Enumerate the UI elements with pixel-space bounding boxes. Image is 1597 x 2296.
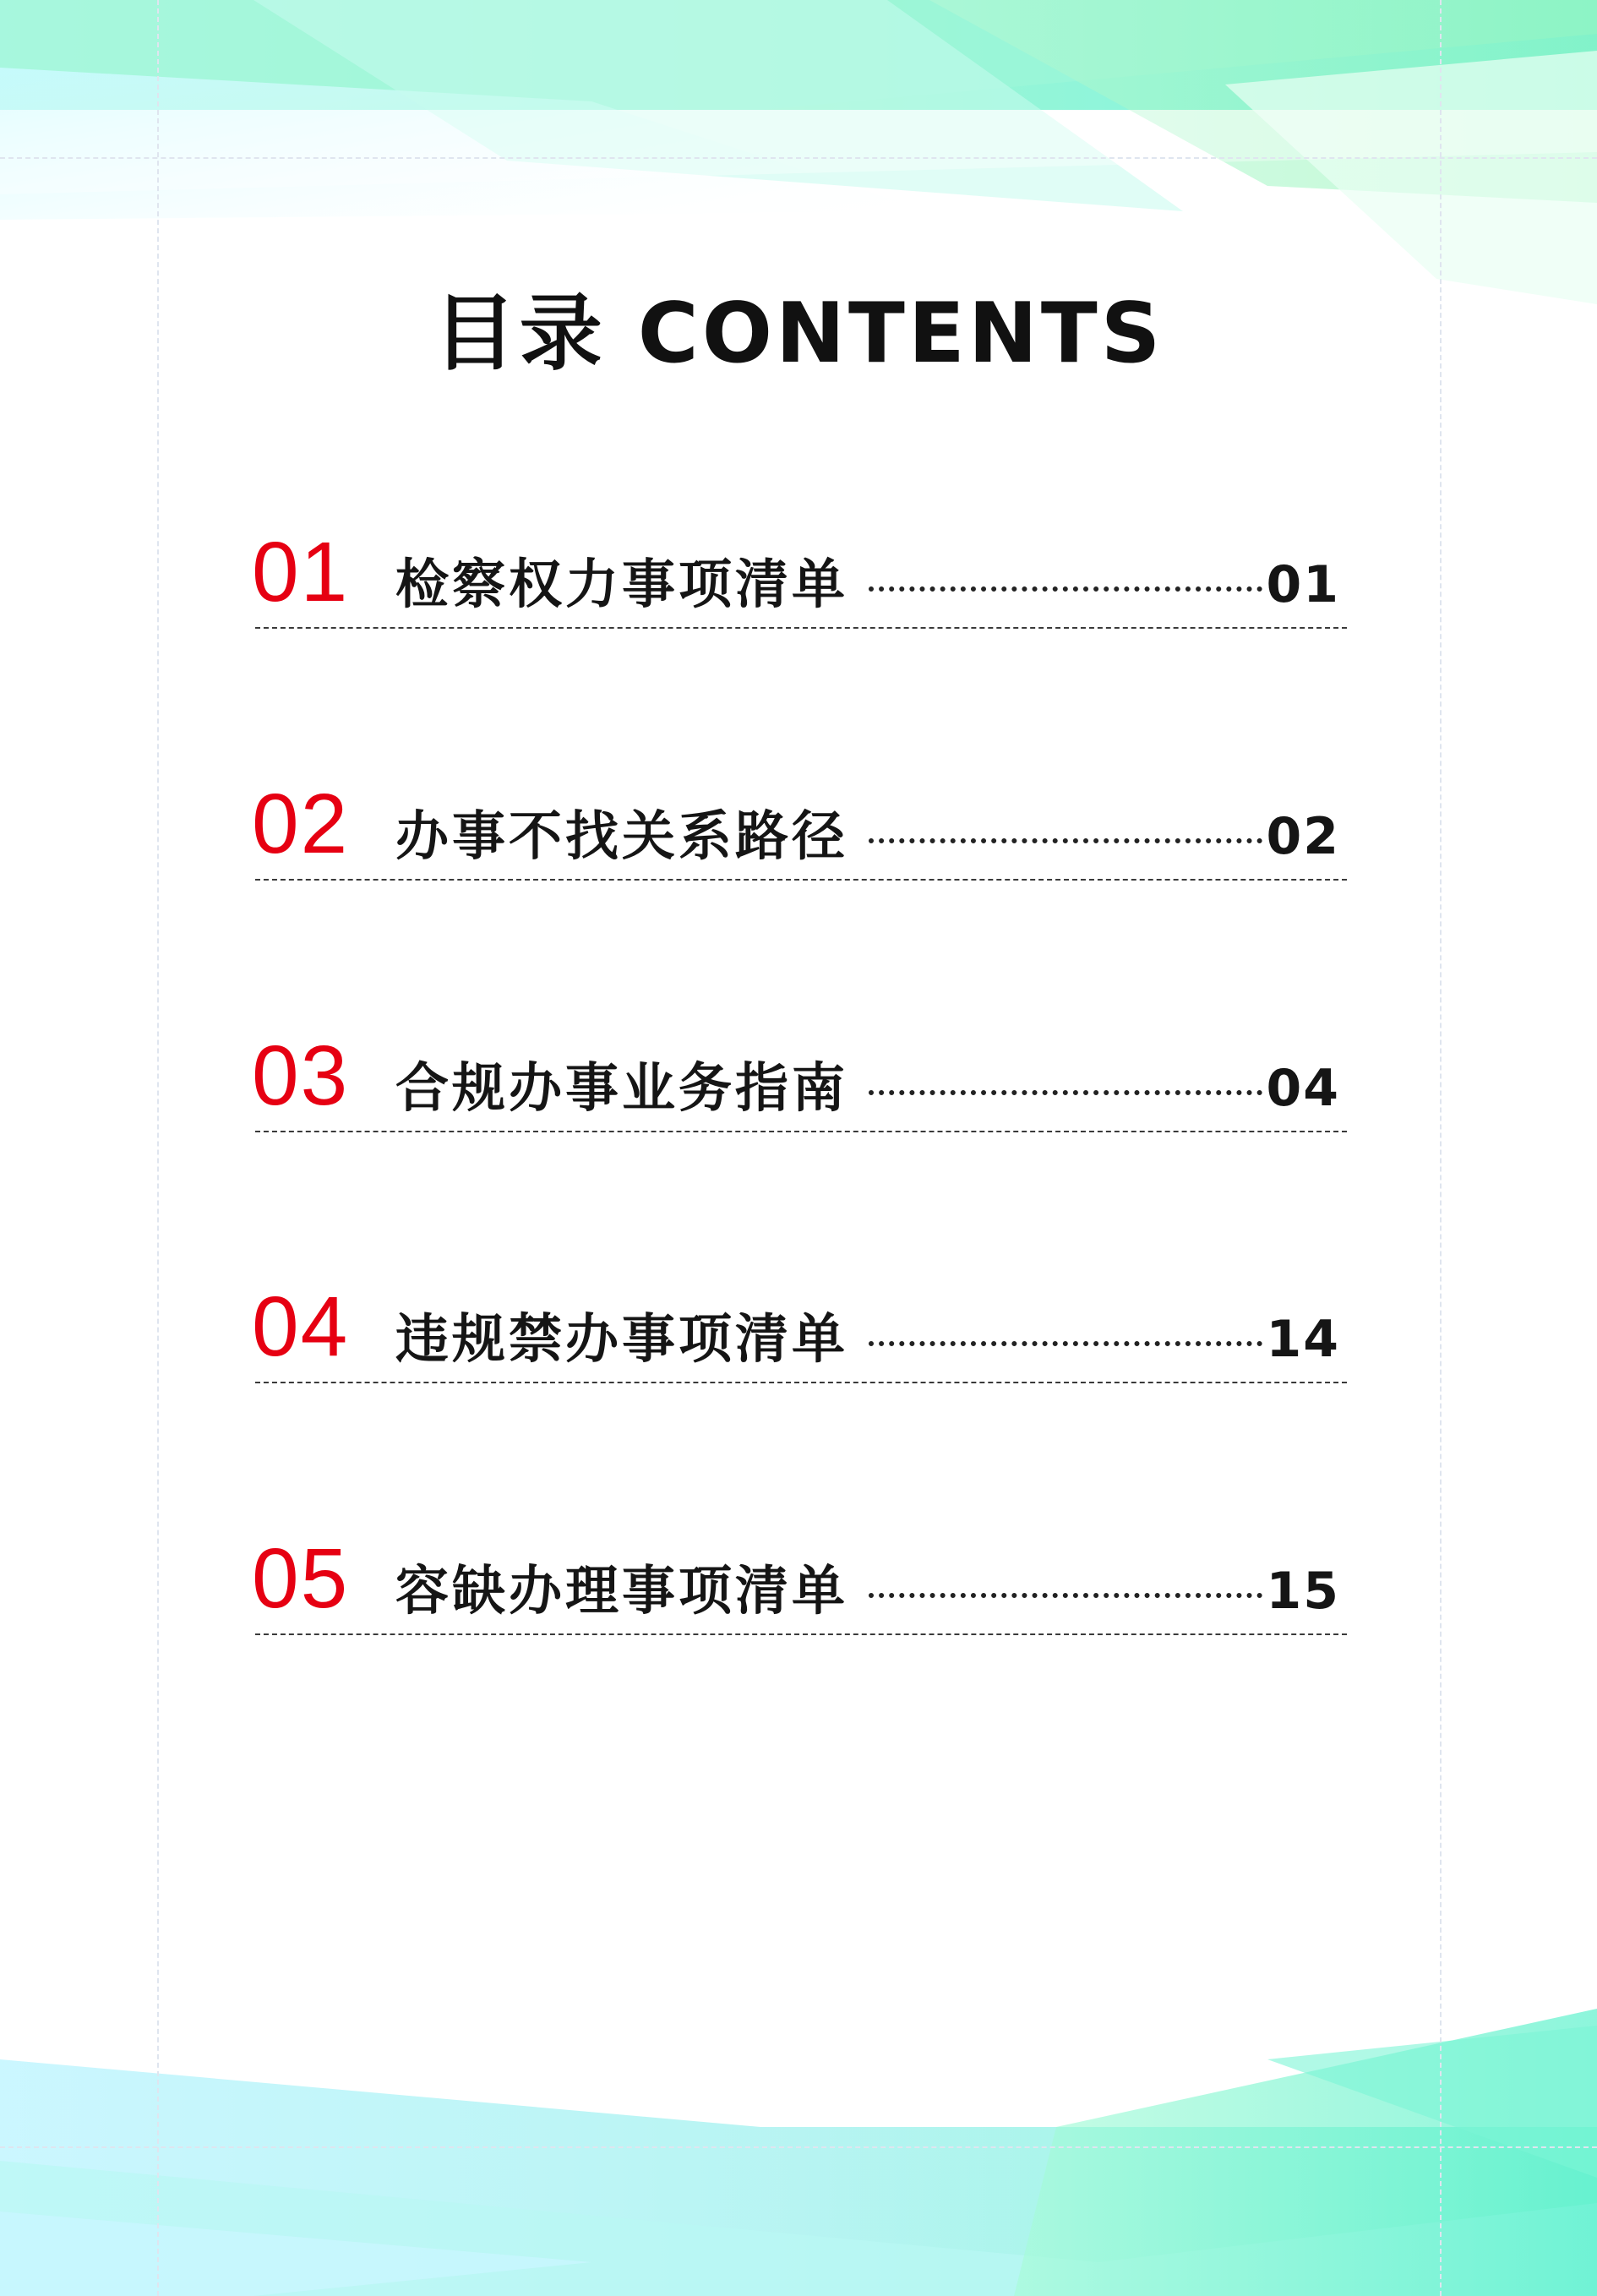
bottom-decoration: [0, 2009, 1597, 2296]
toc-entry[interactable]: [252, 1029, 1347, 1134]
toc-divider: [255, 1131, 1347, 1132]
toc-divider: [255, 879, 1347, 881]
page-title: 目录 CONTENTS: [433, 286, 1164, 382]
guide-line-top: [0, 157, 1597, 159]
toc-dot-leader: [869, 838, 1262, 843]
toc-label: 违规禁办事项清单: [395, 1308, 848, 1370]
toc-divider: [255, 1633, 1347, 1635]
toc-divider: [255, 627, 1347, 629]
toc-entry[interactable]: [252, 777, 1347, 882]
top-decoration: [0, 0, 1597, 321]
toc-entry[interactable]: [252, 526, 1347, 630]
toc-number: 03: [252, 1028, 350, 1123]
toc-page-number: 01: [1266, 555, 1340, 614]
toc-page-number: 02: [1266, 807, 1340, 866]
toc-number: 05: [252, 1531, 350, 1626]
toc-label: 办事不找关系路径: [395, 805, 848, 867]
toc-label: 合规办事业务指南: [395, 1057, 848, 1119]
toc-label: 检察权力事项清单: [395, 554, 848, 615]
toc-entry[interactable]: [252, 1532, 1347, 1637]
toc-number: 04: [252, 1279, 350, 1374]
toc-dot-leader: [869, 1593, 1262, 1598]
toc-dot-leader: [869, 1090, 1262, 1095]
toc-divider: [255, 1382, 1347, 1383]
toc-page-number: 14: [1266, 1310, 1340, 1369]
toc-page-number: 04: [1266, 1059, 1340, 1118]
guide-line-bottom: [0, 2146, 1597, 2148]
toc-number: 02: [252, 777, 350, 871]
toc-dot-leader: [869, 1341, 1262, 1346]
toc-entry[interactable]: [252, 1280, 1347, 1385]
toc-number: 01: [252, 525, 350, 619]
toc-page-number: 15: [1266, 1562, 1340, 1621]
toc-dot-leader: [869, 586, 1262, 592]
toc-label: 容缺办理事项清单: [395, 1560, 848, 1622]
